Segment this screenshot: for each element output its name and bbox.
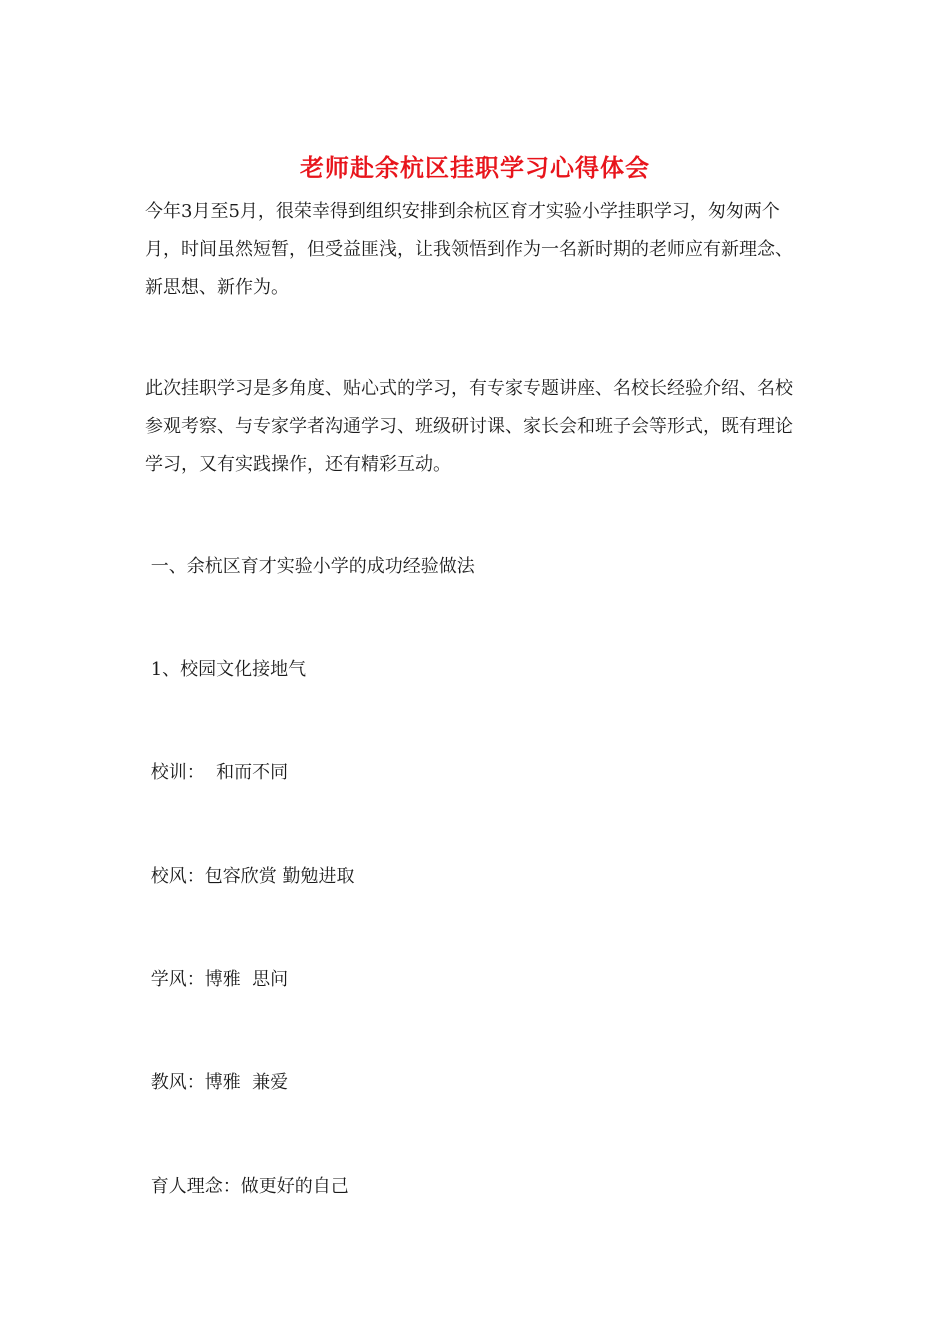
- list-item-school-spirit: 校风：包容欣赏 勤勉进取: [145, 866, 355, 887]
- list-item-study-style: 学风：博雅 思问: [145, 969, 289, 990]
- list-item-teaching-style: 教风：博雅 兼爱: [145, 1072, 289, 1093]
- subsection-heading: 1、校园文化接地气: [145, 659, 307, 680]
- paragraph-study-forms: 此次挂职学习是多角度、贴心式的学习，有专家专题讲座、名校长经验介绍、名校参观考察、与专家学者沟通学习、班级研讨课、家长会和班子会等形式，既有理论学习，又有实践操作，还有精彩互动。: [145, 378, 793, 475]
- section-heading: 一、余杭区育才实验小学的成功经验做法: [145, 556, 475, 577]
- list-item-education-philosophy: 育人理念：做更好的自己: [145, 1176, 349, 1197]
- document-title: 老师赴余杭区挂职学习心得体会: [300, 153, 650, 182]
- paragraph-intro: 今年3月至5月，很荣幸得到组织安排到余杭区育才实验小学挂职学习，匆匆两个月，时间虽然短暂，但受益匪浅，让我领悟到作为一名新时期的老师应有新理念、新思想、新作为。: [145, 201, 793, 298]
- list-item-school-motto: 校训： 和而不同: [145, 762, 289, 783]
